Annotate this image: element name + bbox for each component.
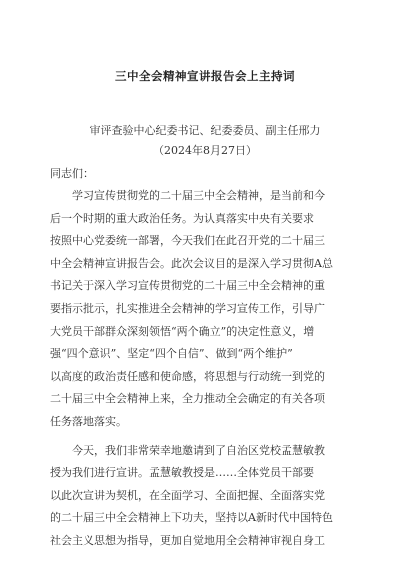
- paragraph-line: 中全会精神宣讲报告会。此次会议目的是深入学习贯彻A总: [50, 256, 333, 270]
- paragraph-line: 的二十届三中全会精神上下功夫，坚持以A新时代中国特色: [50, 511, 333, 525]
- paragraph-line: 学习宣传贯彻党的二十届三中全会精神，是当前和今: [72, 189, 325, 202]
- document-byline: 审评查验中心纪委书记、纪委委员、副主任邢力: [89, 124, 321, 137]
- paragraph-line: 按照中心党委统一部署，今天我们在此召开党的二十届三: [50, 234, 325, 248]
- paragraph-line: 任务落地落实。: [50, 414, 127, 428]
- paragraph-line: 社会主义思想为指导，更加自觉地用全会精神审视自身工: [50, 533, 325, 547]
- paragraph-line: 强“四个意识”、坚定“四个自信”、做到“两个维护”: [50, 347, 293, 361]
- document-date: （2024年8月27日）: [153, 144, 257, 157]
- paragraph-line: 今天，我们非常荣幸地邀请到了自治区党校孟慧敏教: [72, 443, 325, 457]
- paragraph-line: 大党员干部群众深刻领悟“两个确立”的决定性意义，增: [50, 324, 315, 338]
- paragraph-line: 书记关于深入学习宣传贯彻党的二十届三中全会精神的重: [50, 279, 325, 293]
- paragraph-line: 授为我们进行宣讲。孟慧敏教授是……全体党员干部要: [50, 466, 314, 480]
- paragraph-line: 要指示批示，扎实推进全会精神的学习宣传工作，引导广: [50, 301, 325, 315]
- paragraph-2: [50, 440, 360, 553]
- paragraph-line: 二十届三中全会精神上来，全力推动全会确定的有关各项: [50, 392, 325, 406]
- paragraph-line: 以高度的政治责任感和使命感，将思想与行动统一到党的: [50, 369, 325, 383]
- salutation: 同志们：: [50, 167, 94, 180]
- paragraph-line: 以此次宣讲为契机，在全面学习、全面把握、全面落实党: [50, 488, 325, 502]
- paragraph-line: 后一个时期的重大政治任务。为认真落实中央有关要求: [50, 211, 314, 225]
- paragraph-1: [50, 185, 360, 434]
- document-title: 三中全会精神宣讲报告会上主持词: [115, 69, 295, 83]
